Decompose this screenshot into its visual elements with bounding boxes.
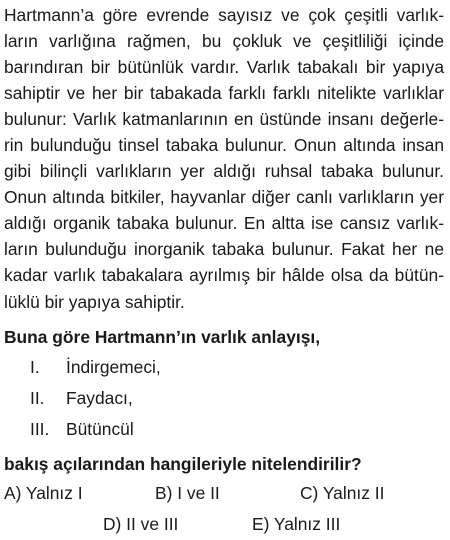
question-stem: Buna göre Hartmann’ın varlık anlayışı, <box>4 327 321 347</box>
passage-line: bulunur: Varlık katmanlarının en üstünde insanı değerle- <box>4 109 444 130</box>
answer-option-d[interactable]: D) II ve III <box>103 514 179 534</box>
passage-line: gibi bilinçli varlıkların yer aldığı ruhsal tabaka bulunur. <box>4 161 444 182</box>
statement-item <box>0 417 450 448</box>
passage-line: barındıran bir bütünlük vardır. Varlık tabakalı bir yapıya <box>4 57 444 78</box>
passage-line: ların bulunduğu inorganik tabaka bulunur. Fakat her ne <box>4 239 444 260</box>
passage-line: rin bulunduğu tinsel tabaka bulunur. Onun altında insan <box>4 135 444 156</box>
statement-list <box>0 355 450 448</box>
statement-item <box>0 355 450 386</box>
passage-paragraph <box>4 2 444 315</box>
statement-text: Faydacı, <box>66 388 133 408</box>
statement-number: II. <box>30 388 45 408</box>
passage-line: Onun altında bitkiler, hayvanlar diğer canlı varlıkların yer <box>4 187 444 208</box>
passage-line: Hartmann’a göre evrende sayısız ve çok çeşitli varlık- <box>4 5 444 25</box>
answer-option-c[interactable]: C) Yalnız II <box>300 483 385 503</box>
statement-text: İndirgemeci, <box>66 357 161 377</box>
statement-text: Bütüncül <box>66 419 134 439</box>
statement-number: I. <box>30 357 40 377</box>
passage-line: lüklü bir yapıya sahiptir. <box>4 291 185 312</box>
answer-option-e[interactable]: E) Yalnız III <box>252 514 341 534</box>
answer-option-a[interactable]: A) Yalnız I <box>4 483 83 503</box>
statement-item <box>0 386 450 417</box>
statement-number: III. <box>30 419 50 439</box>
passage-line: kadar varlık tabakalara ayrılmış bir hâlde olsa da bütün- <box>4 265 444 286</box>
answer-option-b[interactable]: B) I ve II <box>155 483 220 503</box>
question-prompt: bakış açılarından hangileriyle nitelendirilir? <box>4 454 362 474</box>
passage-line: ların varlığına rağmen, bu çokluk ve çeşitliliği içinde <box>4 31 444 52</box>
passage-line: aldığı organik tabaka bulunur. En altta ise cansız varlık- <box>4 213 444 234</box>
passage-line: sahiptir ve her bir tabakada farklı farklı nitelikte varlıklar <box>4 83 444 104</box>
